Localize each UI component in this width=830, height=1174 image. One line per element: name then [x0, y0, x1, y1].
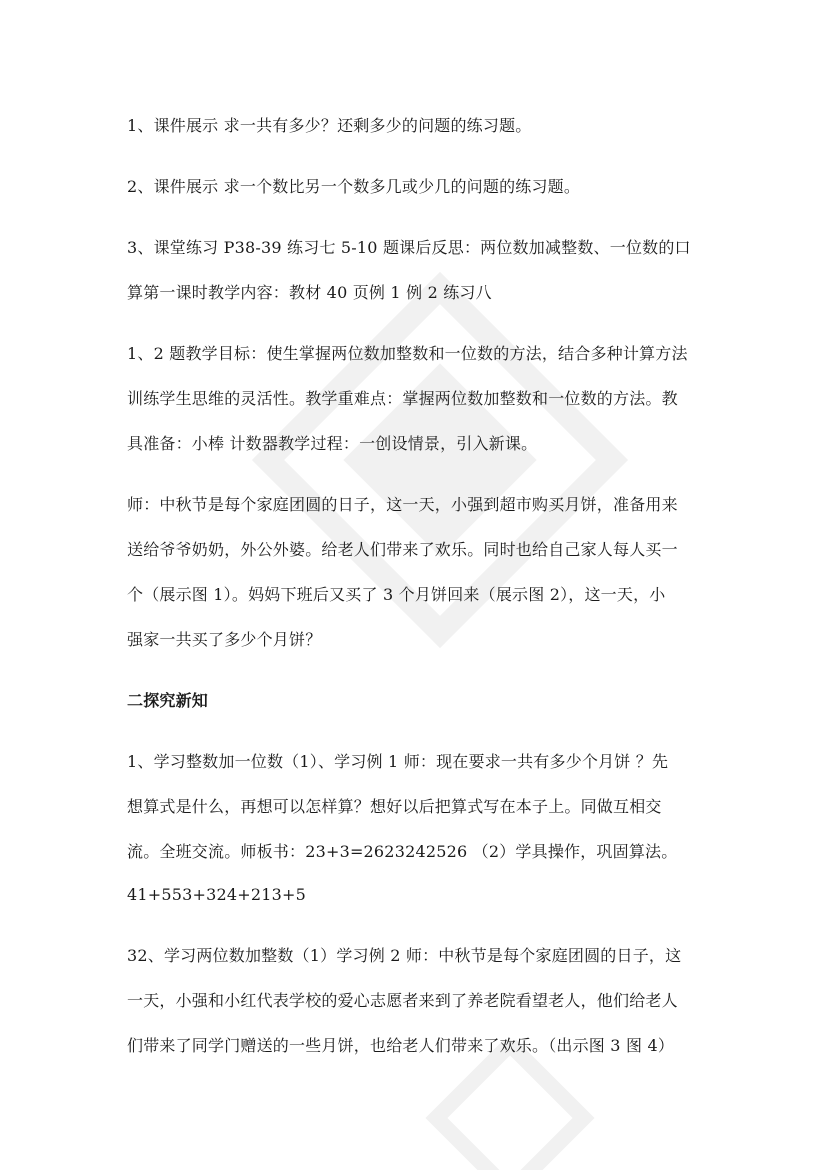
paragraph-line: 想算式是什么，再想可以怎样算？想好以后把算式写在本子上。同做互相交 [127, 797, 662, 816]
paragraph-line: 1、2 题教学目标：使生掌握两位数加整数和一位数的方法，结合多种计算方法 [127, 344, 688, 363]
section-heading: 二探究新知 [127, 691, 209, 710]
paragraph-line: 具准备：小棒 计数器教学过程：一创设情景，引入新课。 [127, 434, 538, 453]
paragraph-line: 1、课件展示 求一共有多少？还剩多少的问题的练习题。 [127, 116, 532, 135]
paragraph-line: 强家一共买了多少个月饼？ [127, 630, 322, 649]
paragraph-line: 训练学生思维的灵活性。教学重难点：掌握两位数加整数和一位数的方法。教 [127, 389, 678, 408]
paragraph-line: 一天，小强和小红代表学校的爱心志愿者来到了养老院看望老人，他们给老人 [127, 991, 678, 1010]
paragraph-line: 1、学习整数加一位数（1）、学习例 1 师：现在要求一共有多少个月饼 ？先 [127, 752, 669, 771]
paragraph-line: 3、课堂练习 P38-39 练习七 5-10 题课后反思：两位数加减整数、一位数的口 [127, 238, 691, 257]
paragraph-line: 师：中秋节是每个家庭团圆的日子，这一天，小强到超市购买月饼，准备用来 [127, 495, 678, 514]
paragraph-line: 个（展示图 1）。妈妈下班后又买了 3 个月饼回来（展示图 2），这一天，小 [127, 585, 666, 604]
paragraph-line: 41+553+324+213+5 [127, 885, 306, 904]
paragraph-line: 流。全班交流。师板书：23+3=2623242526 （2）学具操作，巩固算法。 [127, 842, 678, 861]
paragraph-line: 送给爷爷奶奶，外公外婆。给老人们带来了欢乐。同时也给自己家人每人买一 [127, 540, 678, 559]
paragraph-line: 2、课件展示 求一个数比另一个数多几或少几的问题的练习题。 [127, 177, 581, 196]
paragraph-line: 算第一课时教学内容：教材 40 页例 1 例 2 练习八 [127, 283, 492, 302]
paragraph-line: 32、学习两位数加整数（1）学习例 2 师：中秋节是每个家庭团圆的日子，这 [127, 946, 682, 965]
paragraph-line: 们带来了同学门赠送的一些月饼，也给老人们带来了欢乐。（出示图 3 图 4） [127, 1036, 675, 1055]
